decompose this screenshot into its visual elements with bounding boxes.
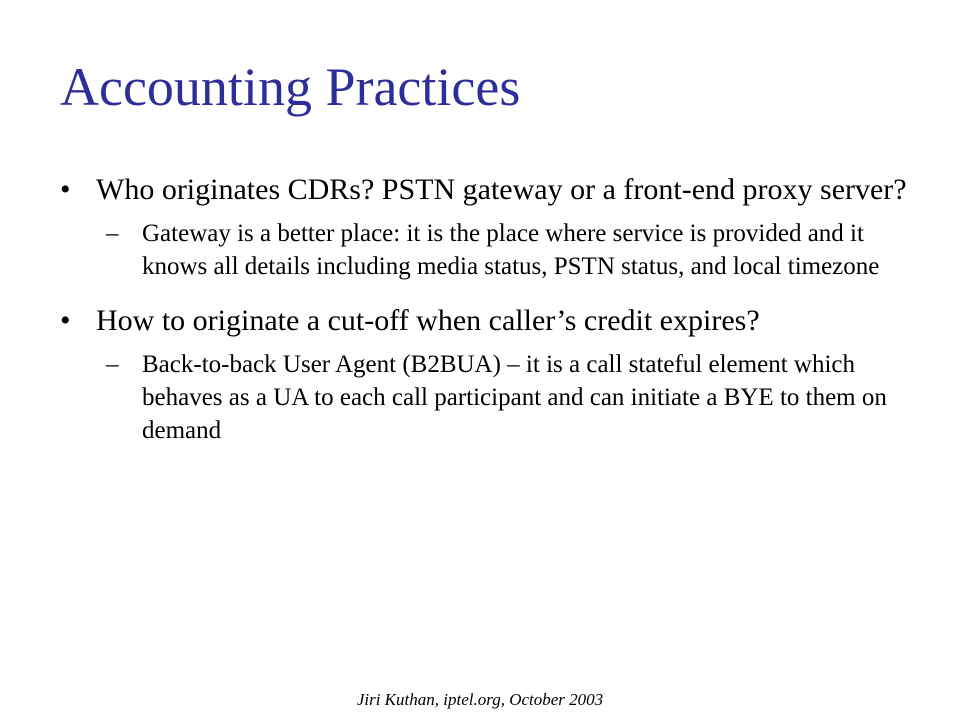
bullet-marker: • bbox=[60, 173, 71, 206]
sub-bullet-item bbox=[60, 348, 910, 447]
sub-list bbox=[60, 348, 910, 447]
slide-body bbox=[60, 172, 910, 467]
sub-list bbox=[60, 217, 910, 283]
slide-title: Accounting Practices bbox=[60, 57, 521, 117]
sub-bullet-marker: – bbox=[106, 351, 119, 378]
sub-bullet-text: Gateway is a better place: it is the place where service is provided and it knows all details including media status, PSTN status, and local timezone bbox=[142, 220, 880, 280]
sub-bullet-text: Back-to-back User Agent (B2BUA) – it is a call stateful element which behaves as a UA to each call participant and can initiate a BYE to them on demand bbox=[142, 351, 887, 444]
sub-bullet-marker: – bbox=[106, 220, 119, 247]
bullet-text: How to originate a cut-off when caller’s credit expires? bbox=[96, 304, 760, 337]
sub-bullet-item bbox=[60, 217, 910, 283]
slide-footer: Jiri Kuthan, iptel.org, October 2003 bbox=[356, 690, 604, 709]
bullet-marker: • bbox=[60, 304, 71, 337]
bullet-text: Who originates CDRs? PSTN gateway or a front-end proxy server? bbox=[96, 173, 907, 206]
bullet-item bbox=[60, 172, 910, 207]
bullet-item bbox=[60, 303, 910, 338]
